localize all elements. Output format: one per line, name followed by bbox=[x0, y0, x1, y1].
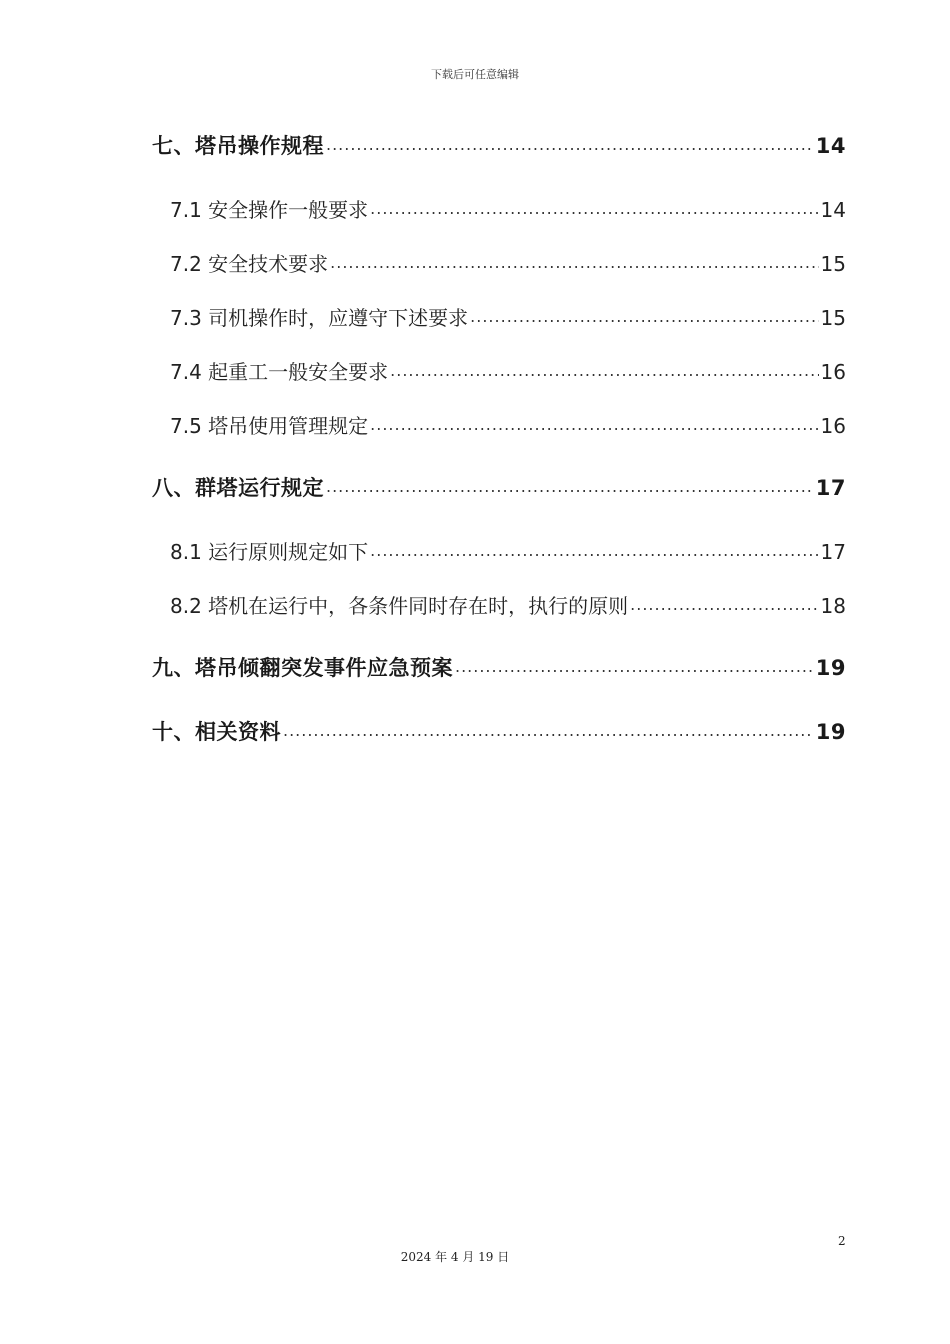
toc-dot-leader bbox=[370, 413, 818, 433]
page-number: 2 bbox=[838, 1234, 846, 1248]
toc-dot-leader bbox=[455, 654, 814, 675]
toc-dot-leader bbox=[630, 593, 818, 613]
toc-entry-title: 7.4 起重工一般安全要求 bbox=[170, 360, 389, 384]
toc-page-number: 19 bbox=[815, 720, 846, 744]
toc-entry-title: 7.3 司机操作时，应遵守下述要求 bbox=[170, 306, 469, 330]
toc-entry-title: 七、塔吊操作规程 bbox=[152, 134, 324, 158]
toc-entry-title: 八、群塔运行规定 bbox=[152, 476, 324, 500]
toc-page-number: 16 bbox=[820, 414, 846, 438]
toc-dot-leader bbox=[330, 251, 818, 271]
toc-entry-8-2[interactable] bbox=[170, 590, 846, 619]
toc-entry-title: 7.2 安全技术要求 bbox=[170, 252, 329, 276]
toc-entry-title: 九、塔吊倾翻突发事件应急预案 bbox=[152, 656, 453, 680]
toc-entry-chapter-9[interactable] bbox=[152, 652, 846, 682]
toc-entry-title: 8.2 塔机在运行中，各条件同时存在时，执行的原则 bbox=[170, 594, 629, 618]
toc-page-number: 18 bbox=[820, 594, 846, 618]
toc-entry-title: 7.5 塔吊使用管理规定 bbox=[170, 414, 369, 438]
toc-page-number: 14 bbox=[815, 134, 846, 158]
toc-entry-8-1[interactable] bbox=[170, 536, 846, 565]
toc-page-number: 14 bbox=[820, 198, 846, 222]
toc-dot-leader bbox=[370, 197, 818, 217]
toc-dot-leader bbox=[326, 132, 814, 153]
toc-dot-leader bbox=[470, 305, 818, 325]
page-header: 下载后可任意编辑 bbox=[431, 68, 519, 81]
toc-entry-7-2[interactable] bbox=[170, 248, 846, 277]
toc-entry-title: 十、相关资料 bbox=[152, 720, 281, 744]
toc-entry-title: 8.1 运行原则规定如下 bbox=[170, 540, 369, 564]
toc-entry-title: 7.1 安全操作一般要求 bbox=[170, 198, 369, 222]
toc-dot-leader bbox=[283, 718, 814, 739]
toc-dot-leader bbox=[326, 474, 814, 495]
toc-page-number: 15 bbox=[820, 252, 846, 276]
toc-entry-7-1[interactable] bbox=[170, 194, 846, 223]
toc-dot-leader bbox=[390, 359, 818, 379]
toc-page-number: 17 bbox=[820, 540, 846, 564]
toc-entry-chapter-7[interactable] bbox=[152, 130, 846, 160]
toc-entry-7-3[interactable] bbox=[170, 302, 846, 331]
toc-entry-chapter-10[interactable] bbox=[152, 716, 846, 746]
toc-page-number: 16 bbox=[820, 360, 846, 384]
toc-entry-chapter-8[interactable] bbox=[152, 472, 846, 502]
toc-entry-7-4[interactable] bbox=[170, 356, 846, 385]
toc-dot-leader bbox=[370, 539, 818, 559]
toc-page-number: 15 bbox=[820, 306, 846, 330]
toc-entry-7-5[interactable] bbox=[170, 410, 846, 439]
footer-date: 2024 年 4 月 19 日 bbox=[400, 1250, 510, 1264]
toc-page-number: 17 bbox=[815, 476, 846, 500]
toc-page-number: 19 bbox=[815, 656, 846, 680]
